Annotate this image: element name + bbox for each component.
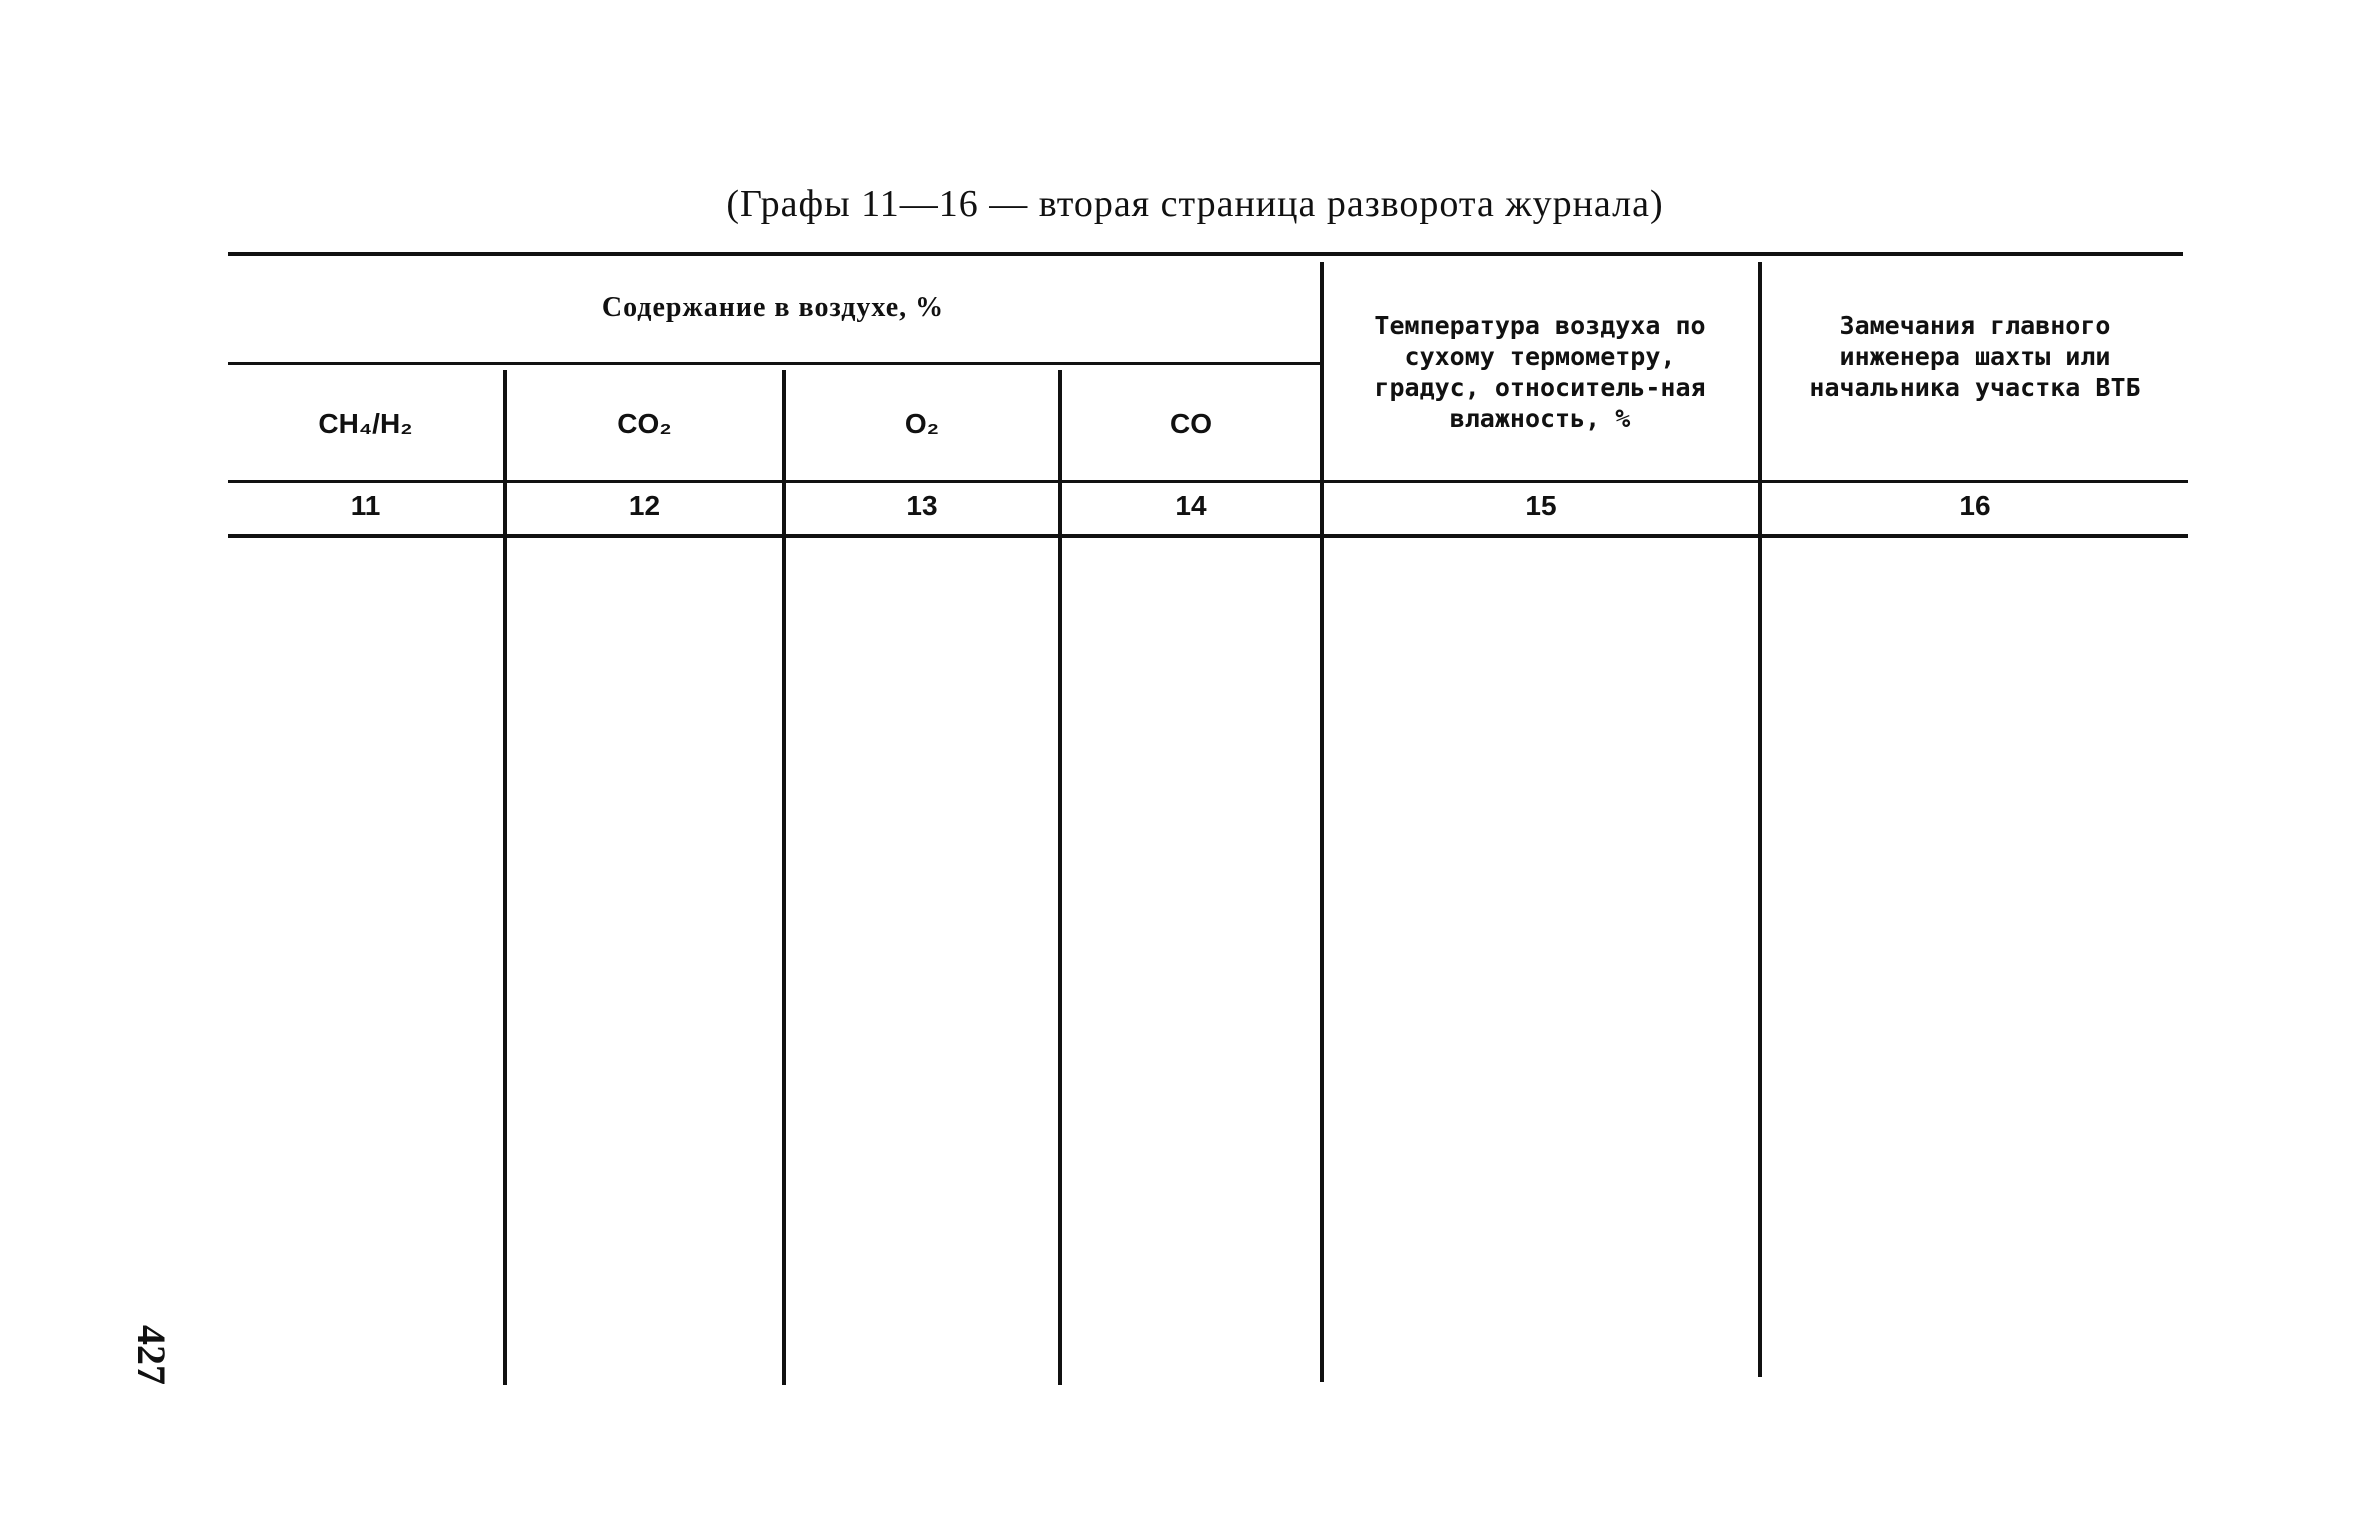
column-number-16: 16 [1959,490,1991,521]
header-bottom-rule [228,480,2188,483]
col-divider-16 [1758,262,1762,1377]
temperature-header: Температура воздуха по сухому термометру, градус, относитель-ная влажность, % [1374,311,1706,433]
remarks-header: Замечания главного инженера шахты или начальника участка ВТБ [1809,311,2141,402]
co2-header: CO₂ [617,408,672,439]
column-number-15: 15 [1525,490,1557,521]
table-top-rule [228,252,2183,256]
ch4-h2-header: CH₄/H₂ [318,408,413,439]
o2-header: O₂ [904,408,940,439]
numbers-bottom-rule [228,534,2188,538]
col-divider-12 [503,370,507,1385]
air-content-group-header: Содержание в воздухе, % [601,292,945,323]
column-number-11: 11 [350,490,381,521]
column-number-12: 12 [628,490,661,521]
col-divider-14 [1058,370,1062,1385]
column-number-14: 14 [1175,490,1207,521]
col-divider-13 [782,370,786,1385]
column-number-13: 13 [906,490,938,521]
page-number: 427 [129,1325,174,1385]
co-header: CO [1170,408,1212,439]
col-divider-15 [1320,262,1324,1382]
group-divider-rule [228,362,1320,365]
table-caption: (Графы 11—16 — вторая страница разворота журнала) [726,183,1664,225]
